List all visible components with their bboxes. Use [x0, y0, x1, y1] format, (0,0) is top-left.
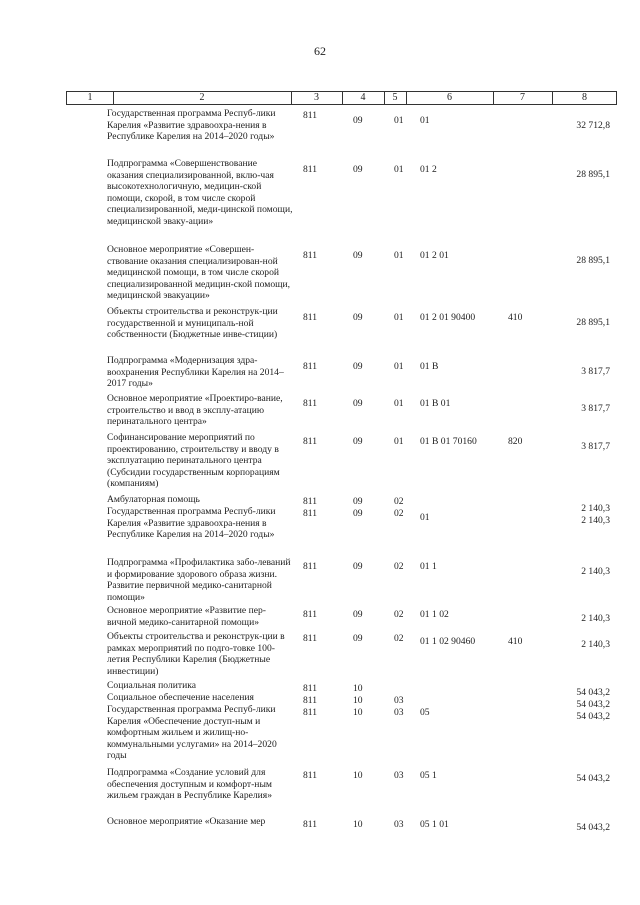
header-col-6: 6: [447, 92, 452, 103]
row-code-section: 09: [353, 361, 363, 372]
row-code-target-item: 01 1 02 90460: [420, 636, 476, 647]
row-code-target-item: 01 В 01: [420, 398, 451, 409]
row-code-section: 09: [353, 508, 363, 519]
row-code-ministry: 811: [303, 609, 318, 620]
row-code-ministry: 811: [303, 250, 318, 261]
row-name: Социальное обеспечение населения: [107, 692, 254, 703]
row-code-subsection: 01: [394, 164, 404, 175]
row-name: Амбулаторная помощь: [107, 494, 200, 505]
header-col-2: 2: [199, 92, 205, 103]
row-code-section: 10: [353, 707, 363, 718]
row-name: Подпрограмма «Совершенствование оказания специализированной, вклю-чая высокотехнологичную, медицин-ской помощи, скорой, в том числе скорой специализированной, меди-цинской помощи, медицинской эваку-ации»: [107, 158, 293, 227]
row-code-section: 10: [353, 819, 363, 830]
row-code-target-item: 01 1: [420, 561, 437, 572]
row-code-section: 09: [353, 250, 363, 261]
header-col-1: 1: [87, 92, 93, 103]
row-amount: 2 140,3: [581, 613, 610, 624]
row-name: Основное мероприятие «Проектиро-вание, строительство и ввод в эксплу-атацию перинатального центра»: [107, 393, 283, 427]
row-code-section: 09: [353, 561, 363, 572]
row-code-section: 09: [353, 633, 363, 644]
row-code-ministry: 811: [303, 398, 318, 409]
row-amount: 54 043,2: [576, 699, 610, 710]
row-name: Объекты строительства и реконструк-ции государственной и муниципаль-ной собственности (Бюджетные инве-стиции): [107, 306, 278, 340]
header-col-3: 3: [314, 92, 319, 103]
row-code-target-item: 01 В 01 70160: [420, 436, 477, 447]
row-code-expense-type: 410: [508, 636, 523, 647]
table-header: [66, 91, 617, 105]
row-code-ministry: 811: [303, 683, 318, 694]
row-code-subsection: 02: [394, 609, 404, 620]
row-code-subsection: 03: [394, 770, 404, 781]
row-amount: 2 140,3: [581, 515, 610, 526]
row-name: Основное мероприятие «Развитие пер-вичной медико-санитарной помощи»: [107, 605, 266, 628]
row-code-target-item: 01 2: [420, 164, 437, 175]
row-code-target-item: 05 1: [420, 770, 437, 781]
row-amount: 2 140,3: [581, 503, 610, 514]
row-code-subsection: 03: [394, 819, 404, 830]
row-name: Социальная политика: [107, 680, 196, 691]
row-amount: 2 140,3: [581, 639, 610, 650]
row-code-section: 09: [353, 496, 363, 507]
row-amount: 32 712,8: [576, 120, 610, 131]
row-code-ministry: 811: [303, 312, 318, 323]
row-code-section: 09: [353, 164, 363, 175]
row-code-subsection: 02: [394, 508, 404, 519]
row-amount: 28 895,1: [576, 317, 610, 328]
row-amount: 54 043,2: [576, 822, 610, 833]
row-code-target-item: 01 2 01: [420, 250, 449, 261]
row-code-subsection: 03: [394, 707, 404, 718]
row-amount: 2 140,3: [581, 566, 610, 577]
row-code-ministry: 811: [303, 695, 318, 706]
row-code-section: 09: [353, 398, 363, 409]
header-col-7: 7: [520, 92, 525, 103]
row-code-target-item: 01 1 02: [420, 609, 449, 620]
row-name: Объекты строительства и реконструк-ции в рамках мероприятий по подго-товке 100-летия Республики Карелия (Бюджетные инвестиции): [107, 631, 285, 677]
row-code-section: 10: [353, 695, 363, 706]
row-amount: 54 043,2: [576, 687, 610, 698]
row-name: Софинансирование мероприятий по проектированию, строительству и вводу в эксплуатацию перинатального центра (Субсидии государственным корпорациям (компаниям): [107, 432, 280, 489]
row-amount: 28 895,1: [576, 255, 610, 266]
row-code-subsection: 03: [394, 695, 404, 706]
row-code-section: 09: [353, 312, 363, 323]
page-number: 62: [314, 44, 326, 58]
row-code-ministry: 811: [303, 770, 318, 781]
row-amount: 3 817,7: [581, 366, 610, 377]
row-code-section: 09: [353, 115, 363, 126]
row-name: Основное мероприятие «Совершен-ствование оказания специализирован-ной медицинской помощи, в том числе скорой специализированной медицин-ской помощи, медицинской эвакуации»: [107, 244, 291, 301]
row-code-section: 10: [353, 770, 363, 781]
row-code-target-item: 01: [420, 115, 430, 126]
row-code-ministry: 811: [303, 361, 318, 372]
header-col-8: 8: [582, 92, 587, 103]
row-code-target-item: 01 2 01 90400: [420, 312, 476, 323]
row-amount: 28 895,1: [576, 169, 610, 180]
row-amount: 54 043,2: [576, 711, 610, 722]
row-name: Государственная программа Респуб-лики Карелия «Развитие здравоохра-нения в Республике Карелия на 2014–2020 годы»: [107, 108, 276, 142]
row-code-target-item: 01: [420, 512, 430, 523]
row-code-expense-type: 410: [508, 312, 523, 323]
row-code-ministry: 811: [303, 707, 318, 718]
row-code-subsection: 02: [394, 633, 404, 644]
row-code-ministry: 811: [303, 436, 318, 447]
row-code-subsection: 01: [394, 436, 404, 447]
row-code-subsection: 01: [394, 250, 404, 261]
row-code-target-item: 01 В: [420, 361, 439, 372]
header-col-5: 5: [392, 92, 398, 103]
row-code-ministry: 811: [303, 819, 318, 830]
row-code-subsection: 02: [394, 561, 404, 572]
row-code-section: 10: [353, 683, 363, 694]
row-name: Государственная программа Респуб-лики Карелия «Обеспечение доступ-ным и комфортным жильем и жилищ-но-коммунальными услугами» на 2014–2020 годы: [107, 704, 277, 761]
row-name: Подпрограмма «Создание условий для обеспечения доступным и комфорт-ным жильем граждан в Республике Карелия»: [107, 767, 272, 801]
row-code-ministry: 811: [303, 561, 318, 572]
row-name: Подпрограмма «Профилактика забо-леваний и формирование здорового образа жизни. Развитие первичной медико-санитарной помощи»: [107, 557, 291, 603]
row-name: Подпрограмма «Модернизация здра-воохранения Республики Карелия на 2014–2017 годы»: [107, 355, 284, 389]
row-code-ministry: 811: [303, 633, 318, 644]
row-name: Основное мероприятие «Оказание мер: [107, 816, 266, 827]
row-code-subsection: 01: [394, 398, 404, 409]
row-name: Государственная программа Респуб-лики Карелия «Развитие здравоохра-нения в Республике Карелия на 2014–2020 годы»: [107, 506, 276, 540]
row-amount: 3 817,7: [581, 441, 610, 452]
row-code-ministry: 811: [303, 496, 318, 507]
row-amount: 54 043,2: [576, 773, 610, 784]
row-code-subsection: 01: [394, 361, 404, 372]
row-code-ministry: 811: [303, 110, 318, 121]
row-code-target-item: 05: [420, 707, 430, 718]
row-code-expense-type: 820: [508, 436, 523, 447]
row-code-subsection: 01: [394, 312, 404, 323]
row-code-target-item: 05 1 01: [420, 819, 449, 830]
row-code-section: 09: [353, 436, 363, 447]
header-col-4: 4: [360, 92, 366, 103]
row-code-subsection: 02: [394, 496, 404, 507]
row-amount: 3 817,7: [581, 403, 610, 414]
row-code-ministry: 811: [303, 508, 318, 519]
row-code-ministry: 811: [303, 164, 318, 175]
row-code-subsection: 01: [394, 115, 404, 126]
row-code-section: 09: [353, 609, 363, 620]
